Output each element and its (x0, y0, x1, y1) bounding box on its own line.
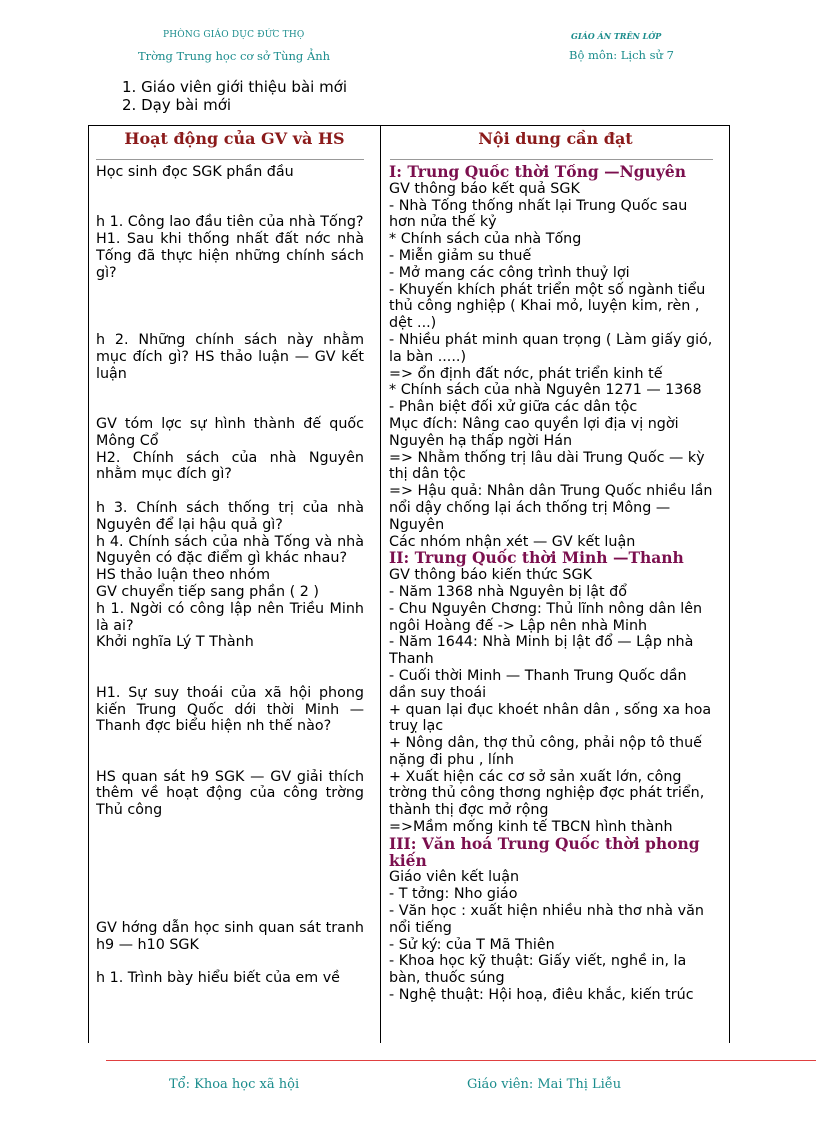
column-header-activities: Hoạt động của GV và HS (124, 129, 345, 148)
activity-line (96, 382, 364, 399)
content-line: - Sử ký: của T Mã Thiên (389, 936, 555, 953)
footer-group: Tổ: Khoa học xã hội (169, 1077, 300, 1092)
activity-line: h 2. Những chính sách này nhằm mục đích gì? HS thảo luận — GV kết luận (96, 331, 364, 382)
column-header-content: Nội dung cần đạt (478, 129, 633, 148)
department-name: PHÒNG GIÁO DỤC ĐỨC THỌ (163, 30, 305, 40)
content-line: Giáo viên kết luận (389, 869, 520, 886)
content-line: - Mở mang các công trình thuỷ lợi (389, 264, 630, 281)
content-line: - Nhà Tống thống nhất lại Trung Quốc sau hơn nửa thế kỷ (389, 197, 688, 231)
content-line: - Năm 1644: Nhà Minh bị lật đổ — Lập nhà Thanh (389, 634, 694, 668)
content-line: + Nông dân, thợ thủ công, phải nộp tô thuế nặng đi phu , lính (389, 735, 702, 768)
activity-line (96, 735, 364, 752)
intro-list (122, 78, 347, 114)
activity-line (96, 298, 364, 315)
activity-line (96, 315, 364, 332)
activity-line (96, 953, 364, 970)
content-line: + Xuất hiện các cơ sở sản xuất lớn, công trờng thủ công thơng nghiệp đợc phát triển, thành thị đợc mở rộng (389, 768, 705, 819)
school-name: Trờng Trung học cơ sở Tùng Ảnh (138, 49, 331, 63)
column-divider (380, 125, 381, 1043)
content-line: =>Mầm mống kinh tế TBCN hình thành (389, 819, 673, 836)
content-line: * Chính sách của nhà Nguyên 1271 — 1368 (389, 382, 702, 399)
subject-label: Bộ môn: Lịch sử 7 (569, 48, 674, 62)
footer-rule (106, 1060, 816, 1061)
content-line: - Cuối thời Minh — Thanh Trung Quốc dần dần suy thoái (389, 667, 687, 701)
activity-line: Khởi nghĩa Lý T Thành (96, 634, 254, 651)
activity-line (96, 668, 364, 685)
activity-line (96, 483, 364, 500)
activity-line: H2. Chính sách của nhà Nguyên nhằm mục đích gì? (96, 449, 364, 483)
activity-line (96, 198, 364, 215)
content-line: Mục đích: Nâng cao quyền lợi địa vị ngời Nguyên hạ thấp ngời Hán (389, 415, 679, 449)
content-line: + quan lại đục khoét nhân dân , sống xa hoa truỵ lạc (389, 701, 712, 735)
content-line: - Phân biệt đối xử giữa các dân tộc (389, 399, 638, 416)
content-line: - Nhiều phát minh quan trọng ( Làm giấy gió, la bàn .....) (389, 331, 713, 365)
content-line: => Hậu quả: Nhân dân Trung Quốc nhiều lần nổi dậy chống lại ách thống trị Mông — Nguyên (389, 483, 713, 533)
activity-line (96, 181, 364, 198)
activity-line: H1. Sau khi thống nhất đất nớc nhà Tống đã thực hiện những chính sách gì? (96, 231, 364, 281)
activity-line (96, 853, 364, 870)
content-line: GV thông báo kết quả SGK (389, 180, 580, 197)
section-heading: I: Trung Quốc thời Tống —Nguyên (389, 164, 686, 181)
activity-line (96, 869, 364, 886)
activity-line: GV hớng dẫn học sinh quan sát tranh h9 — h10 SGK (96, 919, 364, 953)
activity-line (96, 819, 364, 836)
activity-line: Học sinh đọc SGK phần đầu (96, 164, 294, 180)
activity-line (96, 651, 364, 668)
content-column (389, 164, 717, 1030)
activity-line: HS quan sát h9 SGK — GV giải thích thêm về hoạt động của công trờng Thủ công (96, 768, 364, 819)
content-line: GV thông báo kiến thức SGK (389, 567, 592, 584)
document-type: GIÁO ÁN TRÊN LỚP (571, 31, 662, 41)
activity-line (96, 836, 364, 853)
activity-line (96, 399, 364, 416)
activity-line (96, 282, 364, 299)
intro-item: 2. Dạy bài mới (122, 96, 232, 114)
activity-line: GV tóm lợc sự hình thành đế quốc Mông Cổ (96, 415, 364, 449)
activity-line (96, 886, 364, 903)
content-line: - Khuyến khích phát triển một số ngành tiểu thủ công nghiệp ( Khai mỏ, luyện kim, rèn , dệt ...) (389, 281, 706, 332)
activity-line (96, 752, 364, 769)
header-rule (96, 159, 364, 160)
intro-item: 1. Giáo viên giới thiệu bài mới (122, 78, 348, 96)
activity-line (96, 903, 364, 920)
header-rule (390, 159, 713, 160)
content-line: Các nhóm nhận xét — GV kết luận (389, 533, 636, 550)
content-line: - Chu Nguyên Chơng: Thủ lĩnh nông dân lên ngôi Hoàng đế -> Lập nên nhà Minh (389, 600, 703, 634)
content-line: => ổn định đất nớc, phát triển kinh tế (389, 365, 663, 382)
activity-line: H1. Sự suy thoái của xã hội phong kiến Trung Quốc dới thời Minh — Thanh đợc biểu hiện nh thế nào? (96, 684, 364, 735)
content-line: - Năm 1368 nhà Nguyên bị lật đổ (389, 583, 627, 600)
content-line: - Miễn giảm su thuế (389, 247, 532, 264)
activity-line: h 1. Trình bày hiểu biết của em về (96, 970, 340, 987)
activity-line: h 4. Chính sách của nhà Tống và nhà Nguyên có đặc điểm gì khác nhau? (96, 533, 364, 567)
content-line: - Văn học : xuất hiện nhiều nhà thơ nhà văn nổi tiếng (389, 903, 704, 936)
footer-teacher: Giáo viên: Mai Thị Liễu (467, 1077, 622, 1092)
section-heading: II: Trung Quốc thời Minh —Thanh (389, 548, 684, 568)
content-line: - Khoa học kỹ thuật: Giấy viết, nghề in, la bàn, thuốc súng (389, 953, 687, 987)
content-line: * Chính sách của nhà Tống (389, 231, 582, 248)
activity-line: HS thảo luận theo nhóm (96, 567, 271, 584)
activity-line: h 1. Ngời có công lập nên Triều Minh là ai? (96, 600, 364, 634)
activity-line: h 1. Công lao đầu tiên của nhà Tống? (96, 214, 364, 231)
content-line: - Nghệ thuật: Hội hoạ, điêu khắc, kiến trúc (389, 987, 694, 1004)
content-line: => Nhằm thống trị lâu dài Trung Quốc — kỳ thị dân tộc (389, 449, 705, 483)
content-line: - T tởng: Nho giáo (389, 886, 518, 903)
activity-line: GV chuyển tiếp sang phần ( 2 ) (96, 583, 319, 600)
activities-column (96, 164, 364, 1044)
section-heading: III: Văn hoá Trung Quốc thời phong kiến (389, 833, 700, 870)
activity-line: h 3. Chính sách thống trị của nhà Nguyên để lại hậu quả gì? (96, 499, 364, 533)
